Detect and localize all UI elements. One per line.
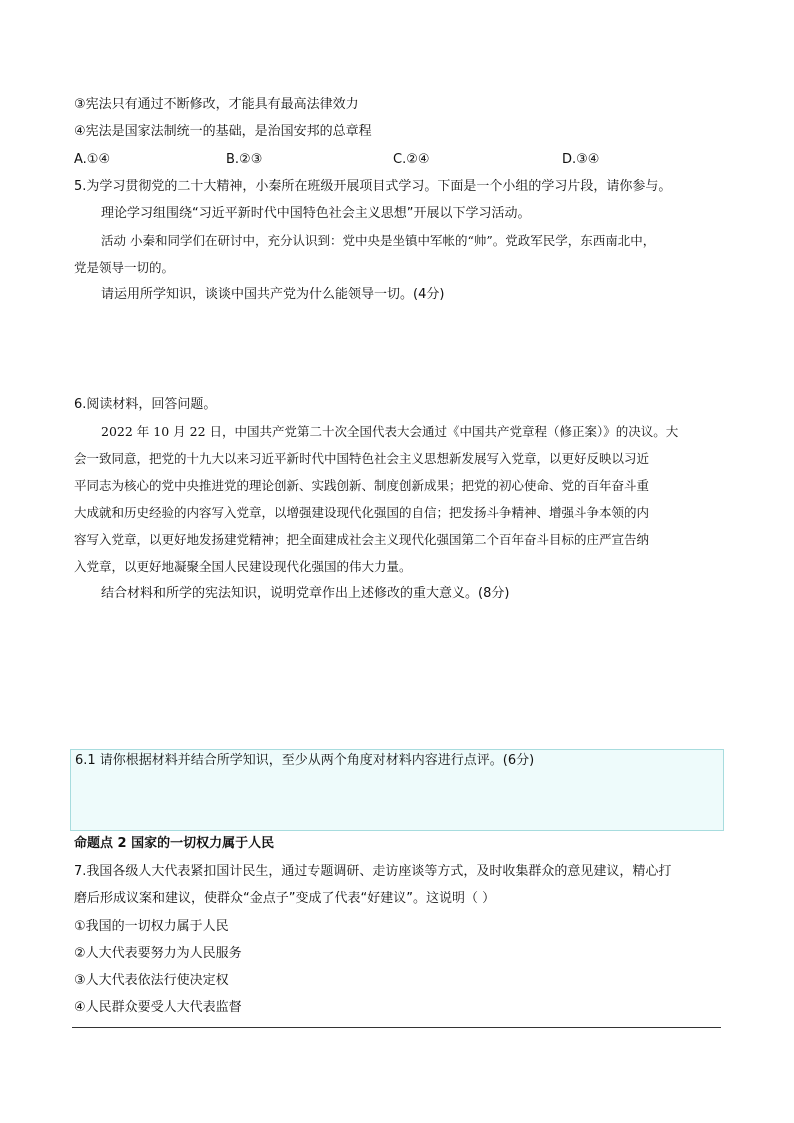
q6-1-text: 6.1 请你根据材料并结合所学知识，至少从两个角度对材料内容进行点评。(6分) xyxy=(75,753,535,768)
q7-stem-line-2: 磨后形成议案和建议，使群众“金点子”变成了代表“好建议”。这说明（ ） xyxy=(74,891,496,906)
q6-question: 结合材料和所学的宪法知识，说明党章作出上述修改的重大意义。(8分) xyxy=(101,586,510,601)
q7-item-3: ③人大代表依法行使决定权 xyxy=(74,973,229,988)
q6-material-line-6: 入党章，以更好地凝聚全国人民建设现代化强国的伟大力量。 xyxy=(74,559,412,574)
q6-stem: 6.阅读材料，回答问题。 xyxy=(74,397,217,412)
q7-item-4: ④人民群众要受人大代表监督 xyxy=(74,1000,242,1015)
q6-material-line-1: 2022 年 10 月 22 日，中国共产党第二十次全国代表大会通过《中国共产党章程（修正案）》的决议。大 xyxy=(101,424,679,439)
section-title: 命题点 2 国家的一切权力属于人民 xyxy=(74,836,275,851)
q5-activity-line-2: 党是领导一切的。 xyxy=(74,260,175,275)
q4-option-d: D.③④ xyxy=(562,152,600,167)
q6-material-line-2: 会一致同意，把党的十九大以来习近平新时代中国特色社会主义思想新发展写入党章，以更好反映以习近 xyxy=(74,451,650,466)
q5-question: 请运用所学知识，谈谈中国共产党为什么能领导一切。(4分) xyxy=(101,287,445,302)
q6-1-note-box xyxy=(70,749,724,831)
q5-activity-line-1: 活动 小秦和同学们在研讨中，充分认识到：党中央是坐镇中军帐的“帅”。党政军民学，东西南北中， xyxy=(101,233,656,248)
q6-material-line-4: 大成就和历史经验的内容写入党章，以增强建设现代化强国的自信；把发扬斗争精神、增强斗争本领的内 xyxy=(74,505,650,520)
q7-stem-line-1: 7.我国各级人大代表紧扣国计民生，通过专题调研、走访座谈等方式，及时收集群众的意见建议，精心打 xyxy=(74,864,672,879)
q7-item-1: ①我国的一切权力属于人民 xyxy=(74,919,229,934)
q4-item-4: ④宪法是国家法制统一的基础，是治国安邦的总章程 xyxy=(74,124,372,139)
bottom-divider xyxy=(72,1027,721,1028)
q6-material-line-3: 平同志为核心的党中央推进党的理论创新、实践创新、制度创新成果；把党的初心使命、党的百年奋斗重 xyxy=(74,478,650,493)
q5-stem: 5.为学习贯彻党的二十大精神，小秦所在班级开展项目式学习。下面是一个小组的学习片段，请你参与。 xyxy=(74,179,672,194)
q4-option-a: A.①④ xyxy=(74,152,111,167)
q4-option-b: B.②③ xyxy=(226,152,263,167)
q7-item-2: ②人大代表要努力为人民服务 xyxy=(74,946,242,961)
q6-material-line-5: 容写入党章，以更好地发扬建党精神；把全面建成社会主义现代化强国第二个百年奋斗目标的庄严宣告纳 xyxy=(74,532,650,547)
q5-intro: 理论学习组围绕“习近平新时代中国特色社会主义思想”开展以下学习活动。 xyxy=(101,206,531,221)
q4-item-3: ③宪法只有通过不断修改，才能具有最高法律效力 xyxy=(74,97,359,112)
q4-option-c: C.②④ xyxy=(393,152,430,167)
